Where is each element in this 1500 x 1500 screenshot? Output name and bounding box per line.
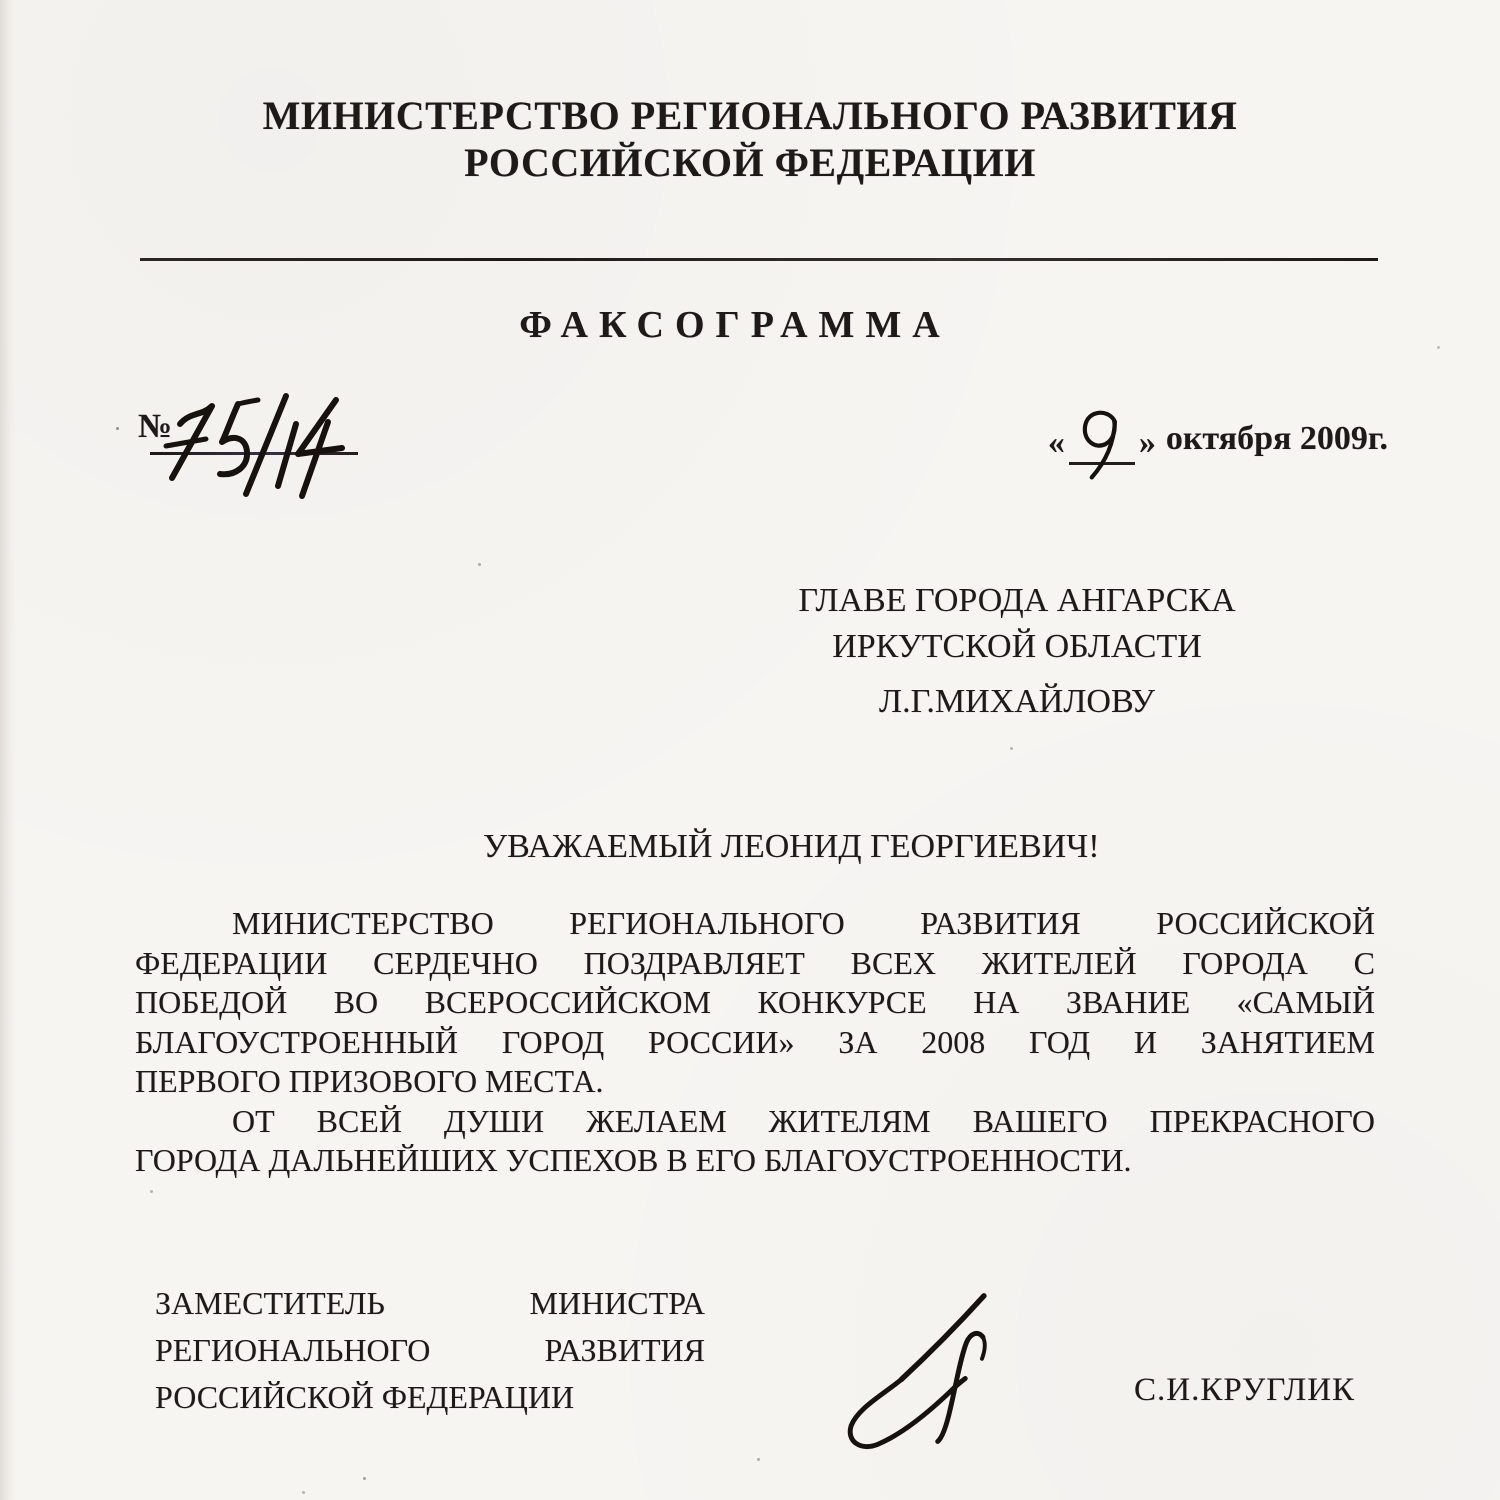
salutation: УВАЖАЕМЫЙ ЛЕОНИД ГЕОРГИЕВИЧ!	[483, 828, 1100, 865]
header-divider-line	[140, 258, 1378, 261]
doc-type-title: ФАКСОГРАММА	[519, 304, 951, 346]
signatory-name: С.И.КРУГЛИК	[1134, 1372, 1356, 1408]
date-day-handwriting-icon	[1075, 404, 1127, 484]
signatory-title-line: РОССИЙСКОЙ ФЕДЕРАЦИИ	[155, 1379, 575, 1415]
recipient-block	[788, 578, 1246, 725]
signatory-title	[155, 1280, 705, 1421]
signature-icon	[836, 1286, 1004, 1468]
date-row	[1048, 410, 1388, 465]
body-line: ФЕДЕРАЦИИ СЕРДЕЧНО ПОЗДРАВЛЯЕТ ВСЕХ ЖИТЕЛЕЙ ГОРОДА С	[135, 944, 1375, 981]
ministry-header-line2: РОССИЙСКОЙ ФЕДЕРАЦИИ	[464, 140, 1036, 185]
number-sign: №	[138, 408, 173, 445]
signatory-title-line: РЕГИОНАЛЬНОГО РАЗВИТИЯ	[155, 1332, 705, 1368]
recipient-line: ИРКУТСКОЙ ОБЛАСТИ	[832, 628, 1202, 665]
date-day-underline	[1069, 410, 1135, 465]
recipient-name: Л.Г.МИХАЙЛОВУ	[879, 683, 1155, 720]
body-line: МИНИСТЕРСТВО РЕГИОНАЛЬНОГО РАЗВИТИЯ РОССИЙСКОЙ	[232, 905, 1375, 941]
date-close-quote: »	[1138, 424, 1156, 461]
letter-body	[135, 904, 1375, 1181]
scan-noise-specks	[116, 427, 119, 430]
body-line: ПЕРВОГО ПРИЗОВОГО МЕСТА.	[135, 1063, 604, 1099]
date-day-value	[1069, 410, 1070, 411]
ref-number-handwriting-icon	[150, 392, 350, 500]
body-line: ГОРОДА ДАЛЬНЕЙШИХ УСПЕХОВ В ЕГО БЛАГОУСТРОЕННОСТИ.	[135, 1142, 1132, 1178]
date-open-quote: «	[1047, 424, 1065, 461]
body-line: ОТ ВСЕЙ ДУШИ ЖЕЛАЕМ ЖИТЕЛЯМ ВАШЕГО ПРЕКРАСНОГО	[232, 1102, 1375, 1139]
ministry-header	[0, 92, 1500, 186]
signatory-title-line: ЗАМЕСТИТЕЛЬ МИНИСТРА	[155, 1285, 705, 1321]
body-line: ПОБЕДОЙ ВО ВСЕРОССИЙСКОМ КОНКУРСЕ НА ЗВАНИЕ «САМЫЙ	[135, 984, 1375, 1020]
scan-edge-shadow	[0, 0, 16, 1500]
body-line: БЛАГОУСТРОЕННЫЙ ГОРОД РОССИИ» ЗА 2008 ГОД И ЗАНЯТИЕМ	[135, 1023, 1375, 1060]
ministry-header-line1: МИНИСТЕРСТВО РЕГИОНАЛЬНОГО РАЗВИТИЯ	[262, 93, 1238, 138]
date-month-year: октября 2009г.	[1165, 420, 1388, 457]
recipient-line: ГЛАВЕ ГОРОДА АНГАРСКА	[798, 582, 1236, 619]
